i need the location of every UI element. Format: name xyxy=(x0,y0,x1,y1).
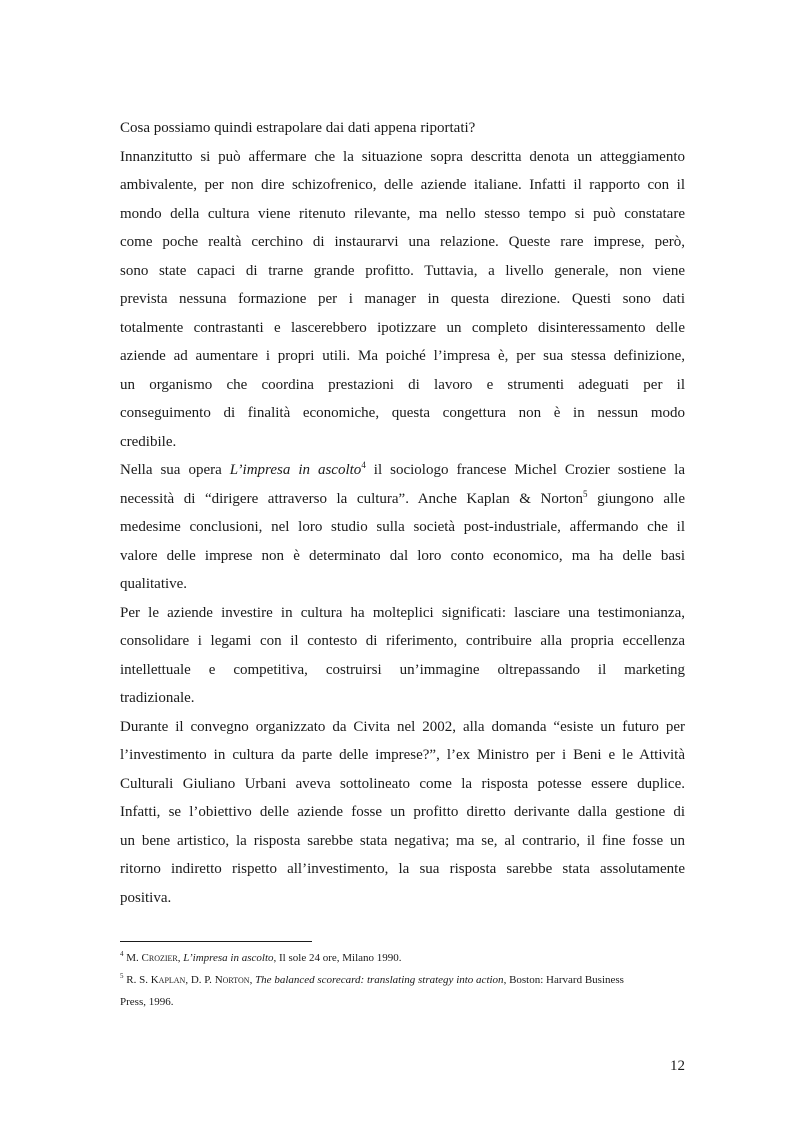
text-line: Durante il convegno organizzato da Civita nel 2002, alla domanda “esiste un futuro per xyxy=(120,718,685,735)
footnote-text: , Boston: Harvard Business xyxy=(503,974,624,986)
page-body xyxy=(120,114,685,912)
text-run: giungono alle xyxy=(587,490,686,507)
text-line: Culturali Giuliano Urbani aveva sottolineato come la risposta potesse essere duplice. xyxy=(120,775,685,792)
page-number: 12 xyxy=(670,1058,685,1074)
text-line: positiva. xyxy=(120,889,172,906)
footnote-title: The balanced scorecard: translating strategy into action xyxy=(255,974,504,986)
footnote-ref-4: 4 xyxy=(361,460,366,470)
footnote-title: L’impresa in ascolto xyxy=(183,952,274,964)
text-line: prevista nessuna formazione per i manager in questa direzione. Questi sono dati xyxy=(120,291,685,307)
footnote-5 xyxy=(120,969,685,991)
text-line: l’investimento in cultura da parte delle imprese?”, l’ex Ministro per i Beni e le Attività xyxy=(120,747,685,763)
text-line: Cosa possiamo quindi estrapolare dai dati appena riportati? xyxy=(120,120,476,136)
footnote-5-continuation: Press, 1996. xyxy=(120,996,174,1008)
text-line: totalmente contrastanti e lascerebbero ipotizzare un completo disinteressamento delle xyxy=(120,319,685,336)
footnote-text: , D. P. xyxy=(185,974,215,986)
text-line: intellettuale e competitiva, costruirsi un’immagine oltrepassando il marketing xyxy=(120,661,685,678)
footnote-number: 4 xyxy=(120,950,124,958)
text-line: come poche realtà cerchino di instaurarvi una relazione. Queste rare imprese, però, xyxy=(120,234,685,250)
text-line-crozier xyxy=(120,456,685,485)
text-line: mondo della cultura viene ritenuto rilevante, ma nello stesso tempo si può constatare xyxy=(120,205,685,222)
text-line: Per le aziende investire in cultura ha molteplici significati: lasciare una testimonianza, xyxy=(120,604,685,621)
footnote-text: R. S. xyxy=(126,974,151,986)
footnote-text: M. xyxy=(126,952,142,964)
text-line: un organismo che coordina prestazioni di lavoro e strumenti adeguati per il xyxy=(120,376,685,393)
book-title: L’impresa in ascolto xyxy=(229,462,362,478)
footnote-number: 5 xyxy=(120,972,124,980)
text-line: Innanzitutto si può affermare che la situazione sopra descritta denota un atteggiamento xyxy=(120,148,685,165)
text-line: consolidare i legami con il contesto di riferimento, contribuire alla propria eccellenza xyxy=(120,633,685,649)
text-line-kaplan xyxy=(120,485,685,514)
text-run: Nella sua opera xyxy=(120,462,230,478)
text-run: necessità di “dirigere attraverso la cultura”. Anche Kaplan & Norton xyxy=(120,490,584,507)
footnote-author: Kaplan xyxy=(150,974,186,986)
footnote-author: Crozier xyxy=(141,952,178,964)
footnote-text: , xyxy=(249,974,256,986)
text-line: ambivalente, per non dire schizofrenico, delle aziende italiane. Infatti il rapporto con il xyxy=(120,177,685,193)
text-line: ritorno indiretto rispetto all’investimento, la sua risposta sarebbe stata assolutamente xyxy=(120,861,685,877)
footnote-text: , xyxy=(177,952,184,964)
footnote-4 xyxy=(120,947,685,969)
text-line: medesime conclusioni, nel loro studio sulla società post-industriale, affermando che il xyxy=(120,519,685,535)
footnote-text: , Il sole 24 ore, Milano 1990. xyxy=(273,952,402,964)
text-line: credibile. xyxy=(120,433,177,450)
text-line: qualitative. xyxy=(120,576,188,592)
text-line: aziende ad aumentare i propri utili. Ma poiché l’impresa è, per sua stessa definizione, xyxy=(120,348,685,364)
footnote-ref-5: 5 xyxy=(583,488,588,499)
text-line: valore delle imprese non è determinato dal loro conto economico, ma ha delle basi xyxy=(120,547,685,564)
text-line: tradizionale. xyxy=(120,690,195,706)
text-line: Infatti, se l’obiettivo delle aziende fosse un profitto diretto derivante dalla gestione di xyxy=(120,804,685,820)
text-line: sono state capaci di trarne grande profitto. Tuttavia, a livello generale, non viene xyxy=(120,262,685,279)
footnotes xyxy=(120,947,685,1013)
footnote-author: Norton xyxy=(214,974,250,986)
footnote-divider xyxy=(120,941,312,942)
text-line: un bene artistico, la risposta sarebbe stata negativa; ma se, al contrario, il fine fosse un xyxy=(120,832,685,849)
text-line: conseguimento di finalità economiche, questa congettura non è in nessun modo xyxy=(120,405,685,421)
text-run: il sociologo francese Michel Crozier sostiene la xyxy=(365,462,685,478)
